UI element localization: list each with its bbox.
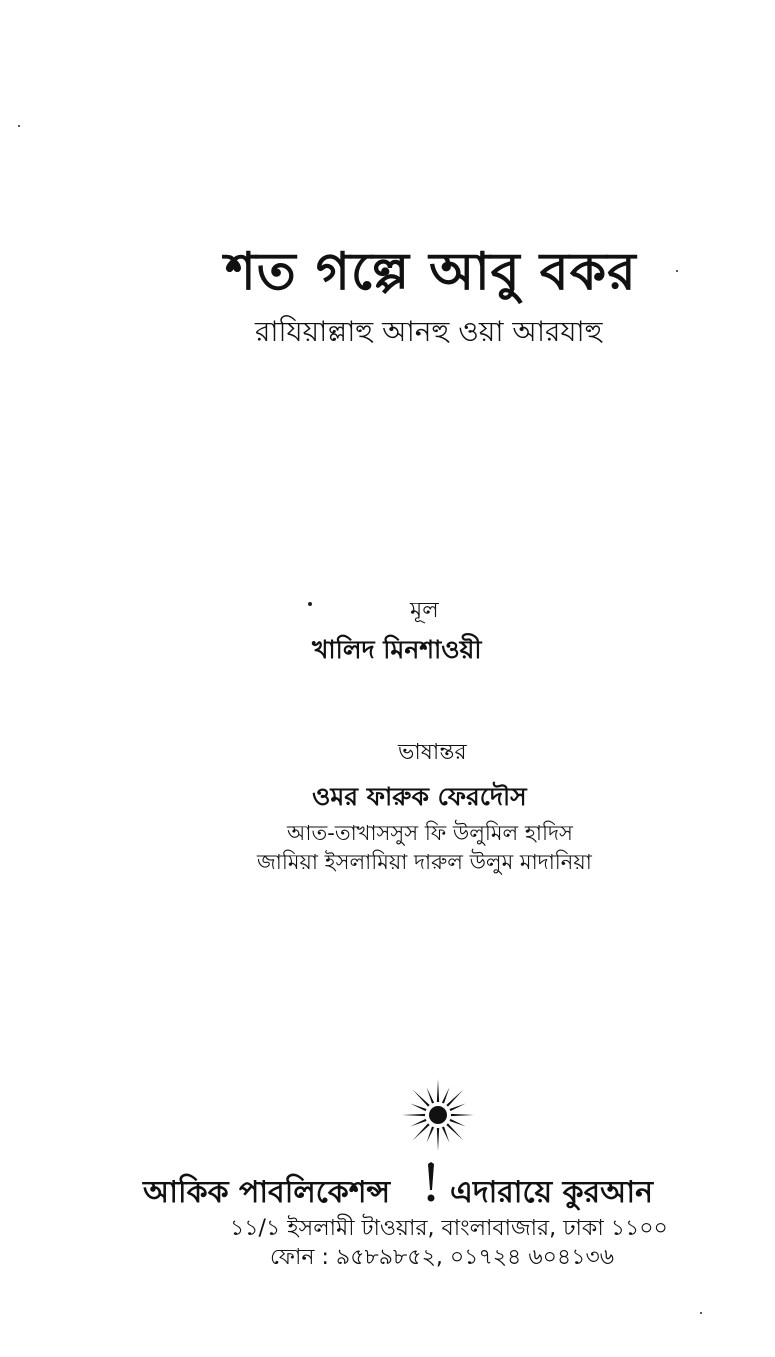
emblem-ray (413, 1123, 430, 1140)
emblem-ray (442, 1087, 450, 1103)
translator-name: ওমর ফারুক ফেরদৌস (312, 782, 527, 811)
emblem-ray (446, 1123, 463, 1140)
scan-speck (18, 125, 20, 127)
emblem-ray (451, 1114, 474, 1116)
author-name: খালিদ মিনশাওয়ী (312, 635, 482, 664)
emblem-ray (437, 1079, 439, 1102)
scan-speck (676, 270, 678, 272)
emblem-ray (402, 1114, 425, 1116)
translator-credential-1: আত-তাখাসসুস ফি উলুমিল হাদিস (287, 821, 573, 845)
translator-label: ভাষান্তর (398, 740, 467, 765)
emblem-ray (410, 1119, 426, 1127)
emblem-ray (437, 1128, 439, 1151)
publisher-name-2: এদারায়ে কুরআন (450, 1175, 654, 1210)
emblem-ray (442, 1127, 450, 1143)
emblem-ray (410, 1104, 426, 1112)
publisher-address: ১১/১ ইসলামী টাওয়ার, বাংলাবাজার, ঢাকা ১১০০ (230, 1216, 668, 1241)
divider-mark-icon (425, 1160, 437, 1206)
scan-speck (308, 602, 312, 606)
emblem-ray (427, 1127, 435, 1143)
scan-speck (700, 1312, 702, 1314)
emblem-ray (450, 1104, 466, 1112)
emblem-ray (427, 1087, 435, 1103)
author-label: মূল (410, 598, 439, 623)
emblem-ray (413, 1090, 430, 1107)
publisher-name-1: আকিক পাবলিকেশন্স (143, 1175, 391, 1210)
emblem-ray (446, 1090, 463, 1107)
publisher-phone: ফোন : ৯৫৮৯৮৫২, ০১৭২৪ ৬০৪১৩৬ (270, 1245, 615, 1270)
emblem-ray (450, 1119, 466, 1127)
translator-credential-2: জামিয়া ইসলামিয়া দারুল উলুম মাদানিয়া (257, 850, 592, 874)
book-honorific: রাযিয়াল্লাহু আনহু ওয়া আরযাহু (255, 315, 603, 348)
book-title: শত গল্পে আবু বকর (225, 242, 637, 302)
sunburst-emblem-icon (398, 1075, 478, 1155)
